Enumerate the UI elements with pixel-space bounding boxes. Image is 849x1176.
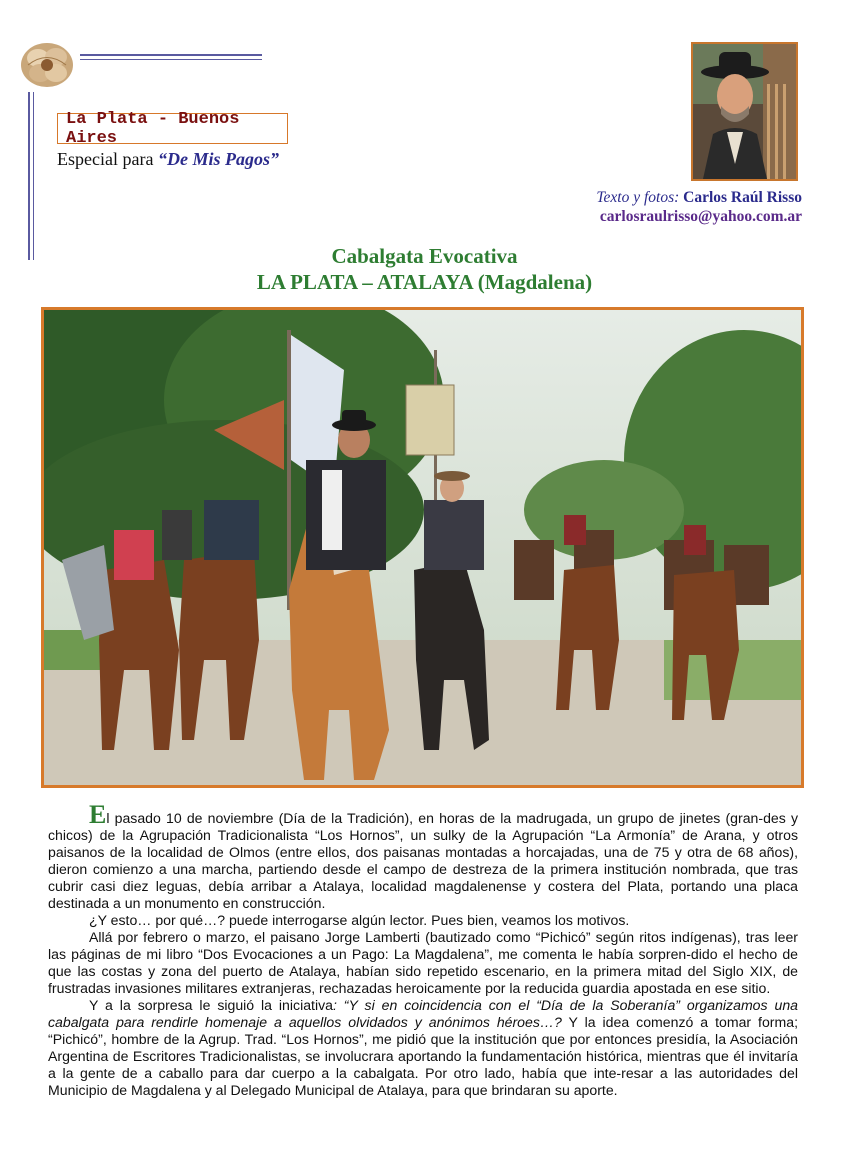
special-prefix: Especial para [57,149,158,169]
paragraph-4-quote: : “Y si en coincidencia con el “Día de la Soberanía” organizamos una cabalgata para rendirle homenaje a aquellos olvidados y anónimos héroes…? [48,997,798,1030]
article-title: Cabalgata Evocativa [331,244,518,268]
author-portrait-image [693,44,796,179]
header-rule-bottom [80,59,262,60]
paragraph-4 [48,997,798,1099]
paragraph-4-start: Y a la sorpresa le siguió la iniciativa [89,997,333,1013]
credits [596,188,802,226]
paragraph-3: Allá por febrero o marzo, el paisano Jorge Lamberti (bautizado como “Pichicó” según ritos indígenas), tras leer las páginas de mi libro “Dos Evocaciones a un Pago: La Magdalena”, me comenta le había sorpren-dido el hecho de que las costas y zona del puerto de Atalaya, habían sido repetido escenario, en la primera mitad del Siglo XIX, de frustradas invasiones militares extranjeras, rechazadas heroicamente por la reducida guardia apostada en ese sitio. [48,929,798,996]
location-label [57,109,288,148]
header-rule-top [80,54,262,56]
horse-riders-image [44,310,801,785]
paragraph-4-end: Y la idea comenzó a tomar forma; “Pichicó”, hombre de la Agrup. Trad. “Los Hornos”, me pidió que la institución que por entonces presidía, la Asociación Argentina de Escritores Tradicionalistas, se involucrara aportando la fundamentación histórica, mientras que él invitaría a la gente de a caballo para dar cuerpo a la cabalgata. Por otro lado, había que inte-resar a las autoridades del Municipio de Magdalena y al Delegado Municipal de Atalaya, para que brindaran su aporte. [48,1014,798,1098]
credits-line [596,188,802,207]
paragraph-1-text: l pasado 10 de noviembre (Día de la Tradición), en horas de la madrugada, un grupo de jinetes (gran-des y chicos) de la Agrupación Tradicionalista “Los Hornos”, un sulky de la Agrupación “La Armonía” de Arana, y otros paisanos de la localidad de Olmos (entre ellos, dos paisanas montadas a horcajadas, una de 75 y otra de 68 años), dieron comienzo a una marcha, partiendo desde el campo de destreza de la primera institución nombrada, que tras cubrir casi diez leguas, debía arribar a Atalaya, localidad magdalenense y costera del Plata, portando una placa destinada a un monumento en construcción. [48,810,798,911]
drop-cap: E [89,800,107,829]
side-rule-left [28,92,30,260]
magazine-name: “De Mis Pagos” [157,149,279,169]
special-for-line [57,149,279,170]
author-photo [691,42,798,181]
credits-label: Texto y fotos: [596,189,684,206]
side-rule-right [33,92,34,260]
author-name: Carlos Raúl Risso [683,189,802,206]
paragraph-1 [48,800,798,912]
author-email: carlosraulrisso@yahoo.com.ar [599,208,802,225]
location-text: La Plata - Buenos Aires [66,109,240,148]
paragraph-2: ¿Y esto… por qué…? puede interrogarse algún lector. Pues bien, veamos los motivos. [89,912,630,928]
flower-logo-icon [18,40,76,90]
cabalgata-photo [41,307,804,788]
article-body [48,800,798,1099]
article-subtitle: LA PLATA – ATALAYA (Magdalena) [256,270,593,294]
